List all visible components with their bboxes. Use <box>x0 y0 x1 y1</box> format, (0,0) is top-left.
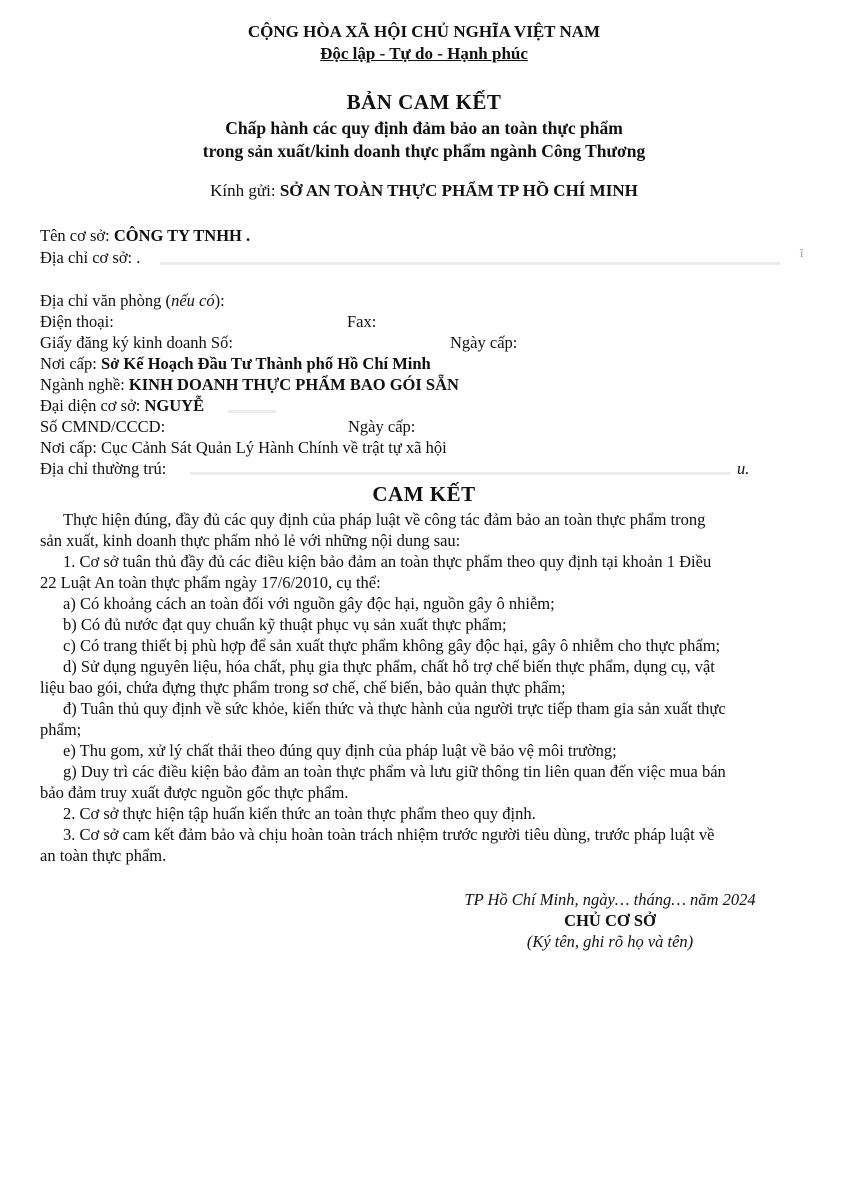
license-issuer-line <box>40 354 431 374</box>
redacted-address <box>160 262 780 265</box>
signer-role: CHỦ CƠ SỞ <box>564 911 656 930</box>
commit-line: g) Duy trì các điều kiện bảo đảm an toàn thực phẩm và lưu giữ thông tin liên quan đến việc mua bán <box>63 762 726 781</box>
id-issuer: Nơi cấp: Cục Cảnh Sát Quản Lý Hành Chính về trật tự xã hội <box>40 438 447 457</box>
facility-name-value: CÔNG TY TNHH . <box>113 226 251 245</box>
facility-name-line <box>40 226 250 246</box>
redacted-name <box>228 410 276 413</box>
commit-line: đ) Tuân thủ quy định về sức khỏe, kiến thức và thực hành của người trực tiếp tham gia sản xuất thực <box>63 699 726 718</box>
fax-label: Fax: <box>347 312 377 331</box>
representative-line <box>40 396 204 416</box>
commit-line: bảo đảm truy xuất được nguồn gốc thực phẩm. <box>40 783 349 802</box>
redacted-residence <box>190 472 730 475</box>
recipient-line <box>0 181 848 201</box>
signature-note: (Ký tên, ghi rõ họ và tên) <box>526 932 694 951</box>
place-date: TP Hồ Chí Minh, ngày… tháng… năm 2024 <box>464 890 756 909</box>
motto: Độc lập - Tự do - Hạnh phúc <box>320 44 528 63</box>
commit-line: a) Có khoảng cách an toàn đối với nguồn gây độc hại, nguồn gây ô nhiễm; <box>63 594 555 613</box>
industry-line <box>40 375 459 395</box>
commit-line: sản xuất, kinh doanh thực phẩm nhỏ lẻ với những nội dung sau: <box>40 531 461 550</box>
id-number-label: Số CMND/CCCD: <box>40 417 166 436</box>
commit-line: liệu bao gói, chứa đựng thực phẩm trong sơ chế, chế biến, bảo quản thực phẩm; <box>40 678 566 697</box>
commit-line: b) Có đủ nước đạt quy chuẩn kỹ thuật phục vụ sản xuất thực phẩm; <box>63 615 507 634</box>
office-address-optional: nếu có <box>171 291 215 310</box>
office-address-end: ): <box>214 291 225 310</box>
residence-label: Địa chỉ thường trú: <box>40 459 167 478</box>
commit-line: Thực hiện đúng, đầy đủ các quy định của pháp luật về công tác đảm bảo an toàn thực phẩm trong <box>63 510 706 529</box>
residence-tail: u. <box>737 459 750 478</box>
facility-address-line <box>40 248 140 268</box>
title-subline-1: Chấp hành các quy định đảm bảo an toàn thực phẩm <box>225 118 623 138</box>
commit-line: c) Có trang thiết bị phù hợp để sản xuất thực phẩm không gây độc hại, gây ô nhiễm cho thực phẩm; <box>63 636 721 655</box>
document-title: BẢN CAM KẾT <box>346 90 502 114</box>
license-issuer-value: Sở Kế Hoạch Đầu Tư Thành phố Hồ Chí Minh <box>100 354 431 373</box>
commit-heading: CAM KẾT <box>372 482 476 506</box>
commit-line: d) Sử dụng nguyên liệu, hóa chất, phụ gia thực phẩm, chất hỗ trợ chế biến thực phẩm, dụng cụ, vật <box>63 657 715 676</box>
office-address-label: Địa chỉ văn phòng ( <box>40 291 172 310</box>
office-address-line <box>40 291 225 311</box>
facility-address-value: . <box>136 248 141 267</box>
commit-line: an toàn thực phẩm. <box>40 846 167 865</box>
facility-name-label: Tên cơ sở: <box>40 226 114 245</box>
commit-line: 1. Cơ sở tuân thủ đầy đủ các điều kiện bảo đảm an toàn thực phẩm theo quy định tại khoản 1 Điều <box>63 552 712 571</box>
recipient-label: Kính gửi: <box>210 181 280 200</box>
industry-value: KINH DOANH THỰC PHẨM BAO GÓI SẴN <box>128 375 459 394</box>
commit-line: 22 Luật An toàn thực phẩm ngày 17/6/2010, cụ thể: <box>40 573 381 592</box>
license-label: Giấy đăng ký kinh doanh Số: <box>40 333 233 352</box>
commit-line: phẩm; <box>40 720 82 739</box>
title-subline-2: trong sản xuất/kinh doanh thực phẩm ngành Công Thương <box>202 141 646 161</box>
phone-label: Điện thoại: <box>40 312 114 331</box>
recipient-name: SỞ AN TOÀN THỰC PHẨM TP HỒ CHÍ MINH <box>279 181 638 200</box>
country-heading: CỘNG HÒA XÃ HỘI CHỦ NGHĨA VIỆT NAM <box>247 22 601 41</box>
facility-address-label: Địa chỉ cơ sở: <box>40 248 137 267</box>
commit-line: e) Thu gom, xử lý chất thải theo đúng quy định của pháp luật về bảo vệ môi trường; <box>63 741 617 760</box>
representative-value: NGUYỄ <box>144 396 205 415</box>
address-tail: ĩ <box>800 246 804 260</box>
id-date-label: Ngày cấp: <box>348 417 416 436</box>
commit-line: 2. Cơ sở thực hiện tập huấn kiến thức an toàn thực phẩm theo quy định. <box>63 804 536 823</box>
license-issuer-label: Nơi cấp: <box>40 354 101 373</box>
license-date-label: Ngày cấp: <box>450 333 518 352</box>
industry-label: Ngành nghề: <box>40 375 129 394</box>
representative-label: Đại diện cơ sở: <box>40 396 145 415</box>
commit-line: 3. Cơ sở cam kết đảm bảo và chịu hoàn toàn trách nhiệm trước người tiêu dùng, trước pháp luật về <box>63 825 715 844</box>
